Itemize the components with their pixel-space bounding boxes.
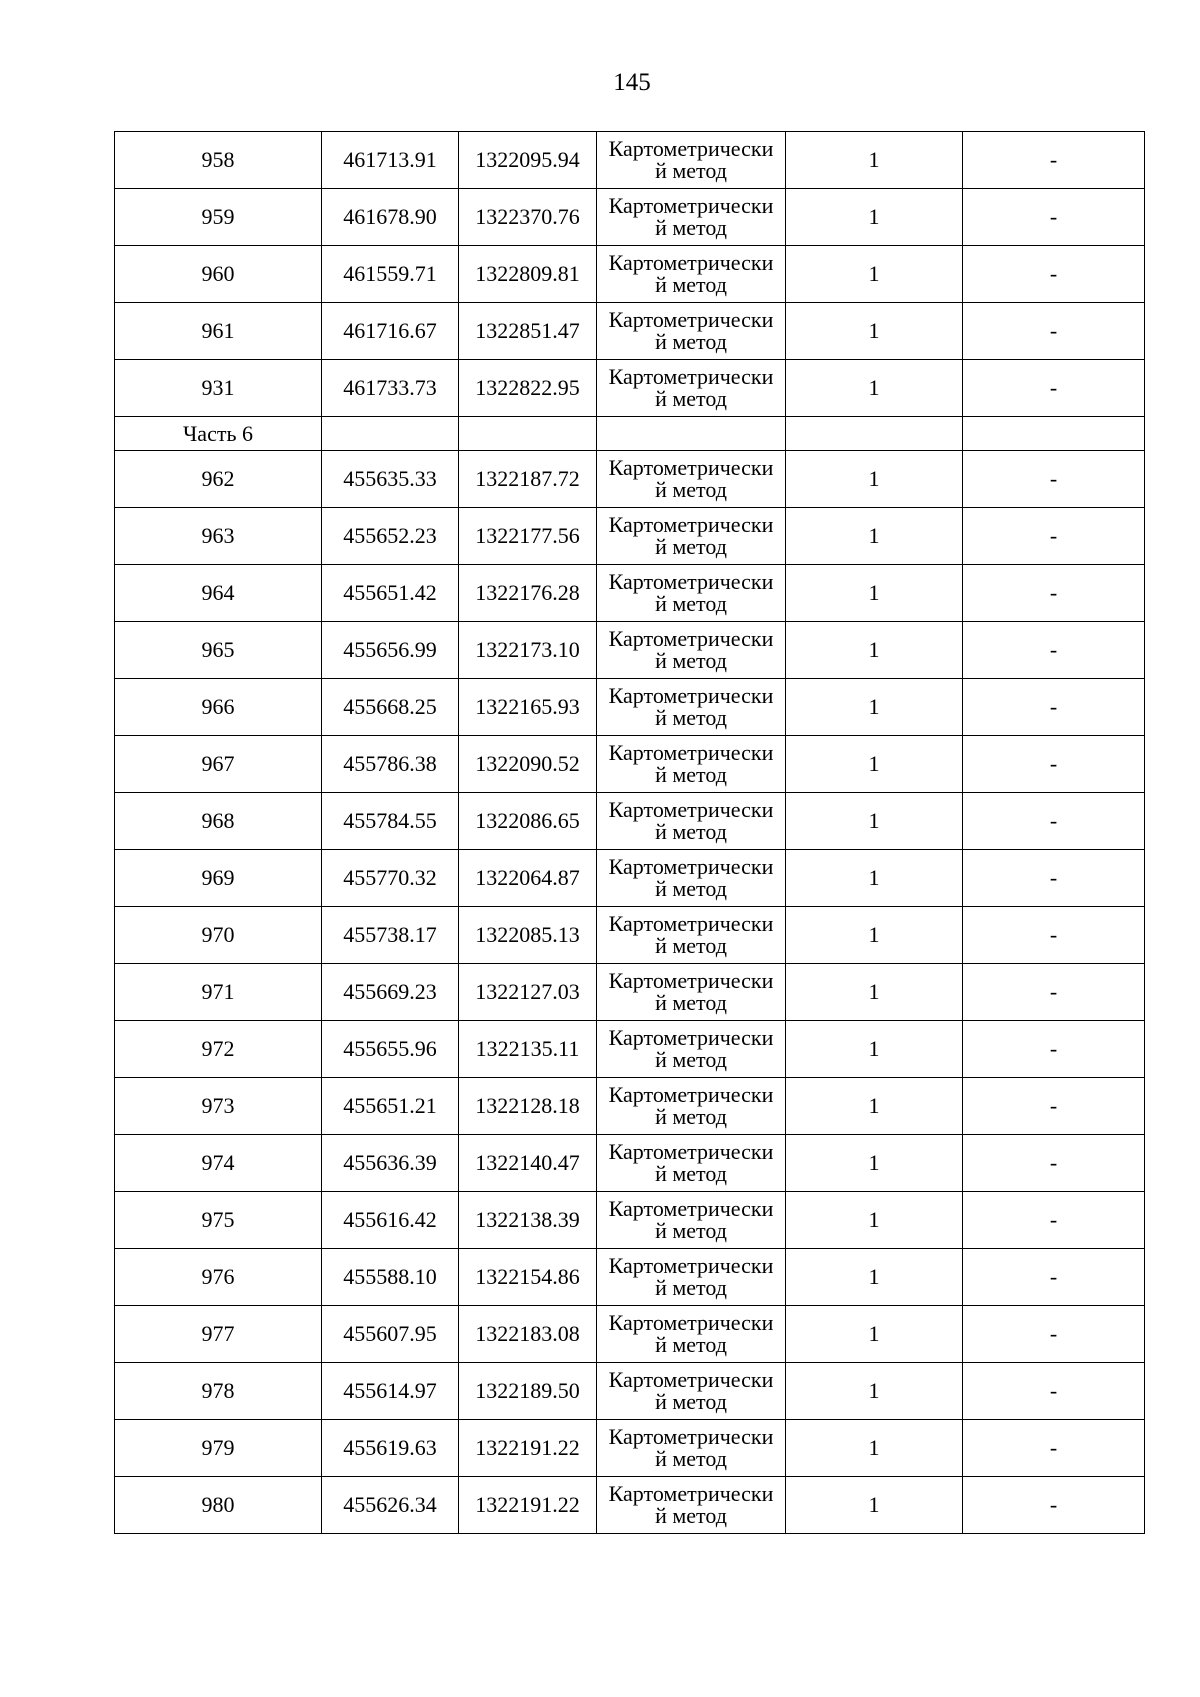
method-line-1: Картометрически bbox=[608, 1253, 774, 1278]
method-cell bbox=[597, 907, 786, 964]
y-coordinate: 1322127.03 bbox=[459, 964, 597, 1021]
point-number: 961 bbox=[115, 303, 322, 360]
method-line-2: й метод bbox=[655, 215, 727, 240]
method-cell bbox=[597, 1420, 786, 1477]
y-coordinate: 1322173.10 bbox=[459, 622, 597, 679]
y-coordinate: 1322085.13 bbox=[459, 907, 597, 964]
method-line-2: й метод bbox=[655, 1275, 727, 1300]
y-coordinate: 1322090.52 bbox=[459, 736, 597, 793]
method-line-2: й метод bbox=[655, 1104, 727, 1129]
method-cell bbox=[597, 508, 786, 565]
note-value: - bbox=[963, 1021, 1145, 1078]
method-line-1: Картометрически bbox=[608, 797, 774, 822]
coordinates-table-body bbox=[115, 132, 1145, 1534]
table-row bbox=[115, 793, 1145, 850]
x-coordinate: 455626.34 bbox=[322, 1477, 459, 1534]
y-coordinate: 1322189.50 bbox=[459, 1363, 597, 1420]
point-number: 931 bbox=[115, 360, 322, 417]
method-cell bbox=[597, 565, 786, 622]
method-line-2: й метод bbox=[655, 1503, 727, 1528]
point-number: 958 bbox=[115, 132, 322, 189]
y-coordinate: 1322165.93 bbox=[459, 679, 597, 736]
coordinates-table bbox=[114, 131, 1145, 1534]
accuracy-value: 1 bbox=[786, 1249, 963, 1306]
accuracy-value: 1 bbox=[786, 1021, 963, 1078]
method-line-2: й метод bbox=[655, 876, 727, 901]
method-cell bbox=[597, 1306, 786, 1363]
method-line-1: Картометрически bbox=[608, 911, 774, 936]
accuracy-value: 1 bbox=[786, 1363, 963, 1420]
method-line-1: Картометрически bbox=[608, 1310, 774, 1335]
y-coordinate: 1322187.72 bbox=[459, 451, 597, 508]
accuracy-value: 1 bbox=[786, 793, 963, 850]
point-number: 979 bbox=[115, 1420, 322, 1477]
method-line-1: Картометрически bbox=[608, 683, 774, 708]
y-coordinate: 1322177.56 bbox=[459, 508, 597, 565]
point-number: 974 bbox=[115, 1135, 322, 1192]
method-line-1: Картометрически bbox=[608, 193, 774, 218]
table-row bbox=[115, 246, 1145, 303]
note-value: - bbox=[963, 360, 1145, 417]
method-line-2: й метод bbox=[655, 1218, 727, 1243]
method-line-2: й метод bbox=[655, 762, 727, 787]
method-cell bbox=[597, 736, 786, 793]
method-line-1: Картометрически bbox=[608, 1481, 774, 1506]
y-coordinate: 1322191.22 bbox=[459, 1420, 597, 1477]
point-number: 975 bbox=[115, 1192, 322, 1249]
accuracy-value: 1 bbox=[786, 1078, 963, 1135]
method-cell bbox=[597, 1249, 786, 1306]
table-row bbox=[115, 508, 1145, 565]
point-number: 966 bbox=[115, 679, 322, 736]
method-cell bbox=[597, 1021, 786, 1078]
empty-cell bbox=[322, 417, 459, 451]
note-value: - bbox=[963, 736, 1145, 793]
point-number: 980 bbox=[115, 1477, 322, 1534]
accuracy-value: 1 bbox=[786, 189, 963, 246]
table-row bbox=[115, 360, 1145, 417]
table-row bbox=[115, 1021, 1145, 1078]
method-cell bbox=[597, 679, 786, 736]
note-value: - bbox=[963, 1477, 1145, 1534]
method-cell bbox=[597, 622, 786, 679]
accuracy-value: 1 bbox=[786, 1135, 963, 1192]
method-line-1: Картометрически bbox=[608, 1082, 774, 1107]
method-line-2: й метод bbox=[655, 990, 727, 1015]
accuracy-value: 1 bbox=[786, 1306, 963, 1363]
table-row bbox=[115, 1135, 1145, 1192]
x-coordinate: 461559.71 bbox=[322, 246, 459, 303]
method-line-2: й метод bbox=[655, 819, 727, 844]
accuracy-value: 1 bbox=[786, 1420, 963, 1477]
x-coordinate: 455636.39 bbox=[322, 1135, 459, 1192]
empty-cell bbox=[459, 417, 597, 451]
note-value: - bbox=[963, 451, 1145, 508]
table-row bbox=[115, 1078, 1145, 1135]
method-line-1: Картометрически bbox=[608, 1139, 774, 1164]
table-row bbox=[115, 736, 1145, 793]
method-line-2: й метод bbox=[655, 591, 727, 616]
note-value: - bbox=[963, 1420, 1145, 1477]
point-number: 972 bbox=[115, 1021, 322, 1078]
method-line-1: Картометрически bbox=[608, 1196, 774, 1221]
x-coordinate: 455786.38 bbox=[322, 736, 459, 793]
note-value: - bbox=[963, 1078, 1145, 1135]
y-coordinate: 1322822.95 bbox=[459, 360, 597, 417]
note-value: - bbox=[963, 1135, 1145, 1192]
accuracy-value: 1 bbox=[786, 736, 963, 793]
method-line-1: Картометрически bbox=[608, 307, 774, 332]
method-line-2: й метод bbox=[655, 1389, 727, 1414]
accuracy-value: 1 bbox=[786, 360, 963, 417]
table-row bbox=[115, 964, 1145, 1021]
point-number: 977 bbox=[115, 1306, 322, 1363]
method-cell bbox=[597, 360, 786, 417]
x-coordinate: 455635.33 bbox=[322, 451, 459, 508]
x-coordinate: 455738.17 bbox=[322, 907, 459, 964]
x-coordinate: 461678.90 bbox=[322, 189, 459, 246]
note-value: - bbox=[963, 132, 1145, 189]
point-number: 967 bbox=[115, 736, 322, 793]
method-line-1: Картометрически bbox=[608, 854, 774, 879]
method-line-2: й метод bbox=[655, 1446, 727, 1471]
note-value: - bbox=[963, 679, 1145, 736]
method-cell bbox=[597, 1363, 786, 1420]
method-cell bbox=[597, 189, 786, 246]
accuracy-value: 1 bbox=[786, 964, 963, 1021]
note-value: - bbox=[963, 1306, 1145, 1363]
x-coordinate: 455669.23 bbox=[322, 964, 459, 1021]
x-coordinate: 455784.55 bbox=[322, 793, 459, 850]
table-row bbox=[115, 1192, 1145, 1249]
method-line-2: й метод bbox=[655, 272, 727, 297]
accuracy-value: 1 bbox=[786, 508, 963, 565]
accuracy-value: 1 bbox=[786, 679, 963, 736]
x-coordinate: 455668.25 bbox=[322, 679, 459, 736]
note-value: - bbox=[963, 1363, 1145, 1420]
point-number: 964 bbox=[115, 565, 322, 622]
accuracy-value: 1 bbox=[786, 303, 963, 360]
method-cell bbox=[597, 964, 786, 1021]
x-coordinate: 455614.97 bbox=[322, 1363, 459, 1420]
y-coordinate: 1322086.65 bbox=[459, 793, 597, 850]
method-cell bbox=[597, 1192, 786, 1249]
method-line-1: Картометрически bbox=[608, 364, 774, 389]
note-value: - bbox=[963, 1249, 1145, 1306]
table-row bbox=[115, 1306, 1145, 1363]
method-line-1: Картометрически bbox=[608, 626, 774, 651]
point-number: 965 bbox=[115, 622, 322, 679]
y-coordinate: 1322176.28 bbox=[459, 565, 597, 622]
note-value: - bbox=[963, 793, 1145, 850]
method-cell bbox=[597, 793, 786, 850]
point-number: 962 bbox=[115, 451, 322, 508]
note-value: - bbox=[963, 1192, 1145, 1249]
table-row bbox=[115, 1477, 1145, 1534]
point-number: 959 bbox=[115, 189, 322, 246]
method-line-2: й метод bbox=[655, 477, 727, 502]
table-row bbox=[115, 132, 1145, 189]
x-coordinate: 455652.23 bbox=[322, 508, 459, 565]
section-title: Часть 6 bbox=[115, 417, 322, 451]
y-coordinate: 1322370.76 bbox=[459, 189, 597, 246]
x-coordinate: 461733.73 bbox=[322, 360, 459, 417]
point-number: 960 bbox=[115, 246, 322, 303]
table-row bbox=[115, 189, 1145, 246]
note-value: - bbox=[963, 246, 1145, 303]
method-cell bbox=[597, 850, 786, 907]
method-line-2: й метод bbox=[655, 1161, 727, 1186]
point-number: 976 bbox=[115, 1249, 322, 1306]
point-number: 970 bbox=[115, 907, 322, 964]
y-coordinate: 1322064.87 bbox=[459, 850, 597, 907]
table-row bbox=[115, 907, 1145, 964]
x-coordinate: 461713.91 bbox=[322, 132, 459, 189]
x-coordinate: 461716.67 bbox=[322, 303, 459, 360]
method-line-2: й метод bbox=[655, 329, 727, 354]
method-cell bbox=[597, 132, 786, 189]
table-row bbox=[115, 1249, 1145, 1306]
table-row bbox=[115, 679, 1145, 736]
empty-cell bbox=[597, 417, 786, 451]
method-cell bbox=[597, 303, 786, 360]
accuracy-value: 1 bbox=[786, 246, 963, 303]
accuracy-value: 1 bbox=[786, 1477, 963, 1534]
y-coordinate: 1322128.18 bbox=[459, 1078, 597, 1135]
note-value: - bbox=[963, 964, 1145, 1021]
note-value: - bbox=[963, 303, 1145, 360]
x-coordinate: 455607.95 bbox=[322, 1306, 459, 1363]
x-coordinate: 455651.42 bbox=[322, 565, 459, 622]
point-number: 968 bbox=[115, 793, 322, 850]
method-cell bbox=[597, 1477, 786, 1534]
x-coordinate: 455616.42 bbox=[322, 1192, 459, 1249]
point-number: 971 bbox=[115, 964, 322, 1021]
method-cell bbox=[597, 1135, 786, 1192]
x-coordinate: 455770.32 bbox=[322, 850, 459, 907]
note-value: - bbox=[963, 565, 1145, 622]
page-number: 145 bbox=[613, 69, 651, 96]
y-coordinate: 1322135.11 bbox=[459, 1021, 597, 1078]
y-coordinate: 1322095.94 bbox=[459, 132, 597, 189]
method-line-2: й метод bbox=[655, 705, 727, 730]
x-coordinate: 455619.63 bbox=[322, 1420, 459, 1477]
x-coordinate: 455651.21 bbox=[322, 1078, 459, 1135]
note-value: - bbox=[963, 622, 1145, 679]
x-coordinate: 455588.10 bbox=[322, 1249, 459, 1306]
accuracy-value: 1 bbox=[786, 622, 963, 679]
section-row bbox=[115, 417, 1145, 451]
accuracy-value: 1 bbox=[786, 850, 963, 907]
method-line-1: Картометрически bbox=[608, 968, 774, 993]
point-number: 969 bbox=[115, 850, 322, 907]
method-line-1: Картометрически bbox=[608, 1424, 774, 1449]
point-number: 978 bbox=[115, 1363, 322, 1420]
y-coordinate: 1322183.08 bbox=[459, 1306, 597, 1363]
method-line-1: Картометрически bbox=[608, 1025, 774, 1050]
y-coordinate: 1322809.81 bbox=[459, 246, 597, 303]
method-line-1: Картометрически bbox=[608, 569, 774, 594]
y-coordinate: 1322154.86 bbox=[459, 1249, 597, 1306]
method-line-2: й метод bbox=[655, 158, 727, 183]
method-line-2: й метод bbox=[655, 386, 727, 411]
method-line-1: Картометрически bbox=[608, 136, 774, 161]
method-line-2: й метод bbox=[655, 1332, 727, 1357]
table-row bbox=[115, 622, 1145, 679]
accuracy-value: 1 bbox=[786, 565, 963, 622]
y-coordinate: 1322138.39 bbox=[459, 1192, 597, 1249]
method-line-2: й метод bbox=[655, 648, 727, 673]
table-row bbox=[115, 565, 1145, 622]
point-number: 963 bbox=[115, 508, 322, 565]
method-cell bbox=[597, 451, 786, 508]
method-cell bbox=[597, 246, 786, 303]
method-line-2: й метод bbox=[655, 1047, 727, 1072]
accuracy-value: 1 bbox=[786, 1192, 963, 1249]
method-line-1: Картометрически bbox=[608, 250, 774, 275]
method-line-1: Картометрически bbox=[608, 1367, 774, 1392]
table-row bbox=[115, 303, 1145, 360]
method-line-2: й метод bbox=[655, 534, 727, 559]
point-number: 973 bbox=[115, 1078, 322, 1135]
note-value: - bbox=[963, 508, 1145, 565]
y-coordinate: 1322191.22 bbox=[459, 1477, 597, 1534]
y-coordinate: 1322140.47 bbox=[459, 1135, 597, 1192]
empty-cell bbox=[786, 417, 963, 451]
table-row bbox=[115, 850, 1145, 907]
note-value: - bbox=[963, 907, 1145, 964]
method-line-2: й метод bbox=[655, 933, 727, 958]
method-line-1: Картометрически bbox=[608, 512, 774, 537]
method-line-1: Картометрически bbox=[608, 740, 774, 765]
table-row bbox=[115, 1363, 1145, 1420]
accuracy-value: 1 bbox=[786, 451, 963, 508]
table-row bbox=[115, 1420, 1145, 1477]
method-line-1: Картометрически bbox=[608, 455, 774, 480]
x-coordinate: 455656.99 bbox=[322, 622, 459, 679]
note-value: - bbox=[963, 189, 1145, 246]
empty-cell bbox=[963, 417, 1145, 451]
method-cell bbox=[597, 1078, 786, 1135]
note-value: - bbox=[963, 850, 1145, 907]
accuracy-value: 1 bbox=[786, 907, 963, 964]
table-row bbox=[115, 451, 1145, 508]
x-coordinate: 455655.96 bbox=[322, 1021, 459, 1078]
y-coordinate: 1322851.47 bbox=[459, 303, 597, 360]
accuracy-value: 1 bbox=[786, 132, 963, 189]
